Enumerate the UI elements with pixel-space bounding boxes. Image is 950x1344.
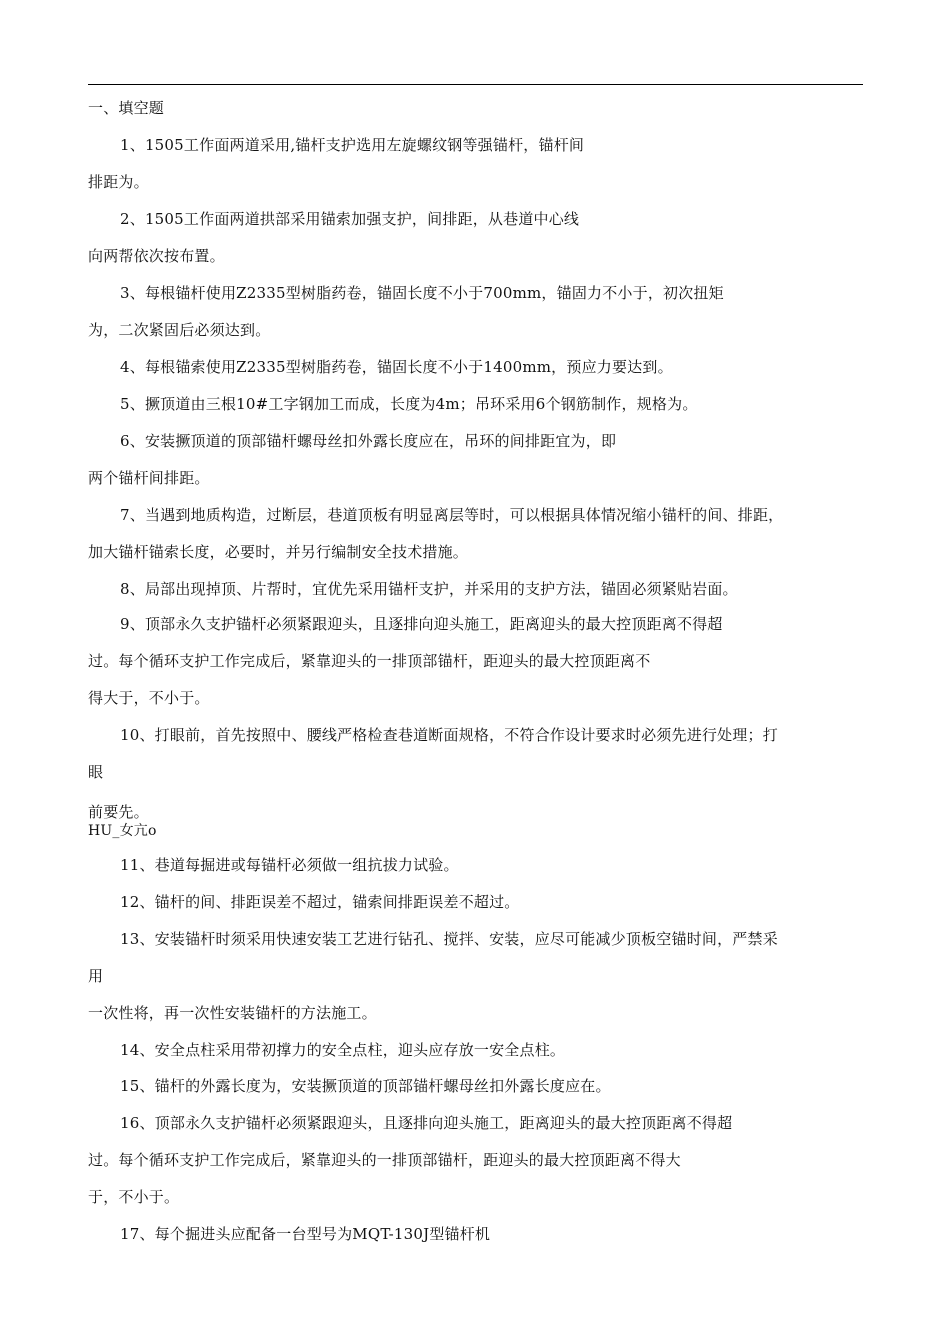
question-8: 8、局部出现掉顶、片帮时，宜优先采用锚杆支护，并采用的支护方法，锚固必须紧贴岩面。 [120, 580, 738, 598]
question-11: 11、巷道每掘进或每锚杆必须做一组抗拔力试验。 [120, 856, 459, 874]
question-9-line-1: 9、顶部永久支护锚杆必须紧跟迎头，且逐排向迎头施工，距离迎头的最大控顶距离不得超 [120, 615, 723, 633]
question-12: 12、锚杆的间、排距误差不超过，锚索间排距误差不超过。 [120, 893, 520, 911]
question-3-line-2: 为，二次紧固后必须达到。 [88, 321, 271, 339]
question-13-line-2: 用 [88, 967, 104, 985]
question-14: 14、安全点柱采用带初撑力的安全点柱，迎头应存放一安全点柱。 [120, 1041, 566, 1059]
question-3-line-1: 3、每根锚杆使用Z2335型树脂药卷，锚固长度不小于700mm，锚固力不小于，初次扭矩 [120, 284, 724, 302]
question-13-line-1: 13、安装锚杆时须采用快速安装工艺进行钻孔、搅拌、安装，应尽可能减少顶板空锚时间，严禁采 [120, 930, 778, 948]
section-title: 一、填空题 [88, 99, 165, 117]
question-9-line-2: 过。每个循环支护工作完成后，紧靠迎头的一排顶部锚杆，距迎头的最大控顶距离不 [88, 652, 651, 670]
question-13-line-3: 一次性将，再一次性安装锚杆的方法施工。 [88, 1004, 377, 1022]
question-6-line-2: 两个锚杆间排距。 [88, 469, 210, 487]
question-6-line-1: 6、安装撅顶道的顶部锚杆螺母丝扣外露长度应在，吊环的间排距宜为，即 [120, 432, 617, 450]
question-9-line-3: 得大于，不小于。 [88, 689, 210, 707]
question-1-line-2: 排距为。 [88, 173, 149, 191]
question-10-line-3: 前要先。 [88, 803, 149, 821]
question-16-line-1: 16、顶部永久支护锚杆必须紧跟迎头，且逐排向迎头施工，距离迎头的最大控顶距离不得超 [120, 1114, 733, 1132]
question-16-line-2: 过。每个循环支护工作完成后，紧靠迎头的一排顶部锚杆，距迎头的最大控顶距离不得大 [88, 1151, 681, 1169]
question-7-line-2: 加大锚杆锚索长度，必要时，并另行编制安全技术措施。 [88, 543, 469, 561]
question-5: 5、撅顶道由三根10#工字钢加工而成，长度为4m；吊环采用6个钢筋制作，规格为。 [120, 395, 698, 413]
question-1-line-1: 1、1505工作面两道采用,锚杆支护选用左旋螺纹钢等强锚杆，锚杆间 [120, 136, 585, 154]
question-2-line-1: 2、1505工作面两道拱部采用锚索加强支护，间排距，从巷道中心线 [120, 210, 580, 228]
question-15: 15、锚杆的外露长度为，安装撅顶道的顶部锚杆螺母丝扣外露长度应在。 [120, 1077, 611, 1095]
question-10-line-1: 10、打眼前，首先按照中、腰线严格检查巷道断面规格，不符合作设计要求时必须先进行处理；打 [120, 726, 778, 744]
question-4: 4、每根锚索使用Z2335型树脂药卷，锚固长度不小于1400mm，预应力要达到。 [120, 358, 673, 376]
question-17: 17、每个掘进头应配备一台型号为MQT-130J型锚杆机 [120, 1225, 491, 1243]
garbled-text: HU_女亢o [88, 823, 157, 839]
header-rule [88, 84, 863, 85]
question-7-line-1: 7、当遇到地质构造，过断层，巷道顶板有明显离层等时，可以根据具体情况缩小锚杆的间、排距， [120, 506, 784, 524]
question-16-line-3: 于，不小于。 [88, 1188, 180, 1206]
question-2-line-2: 向两帮依次按布置。 [88, 247, 225, 265]
question-10-line-2: 眼 [88, 763, 104, 781]
